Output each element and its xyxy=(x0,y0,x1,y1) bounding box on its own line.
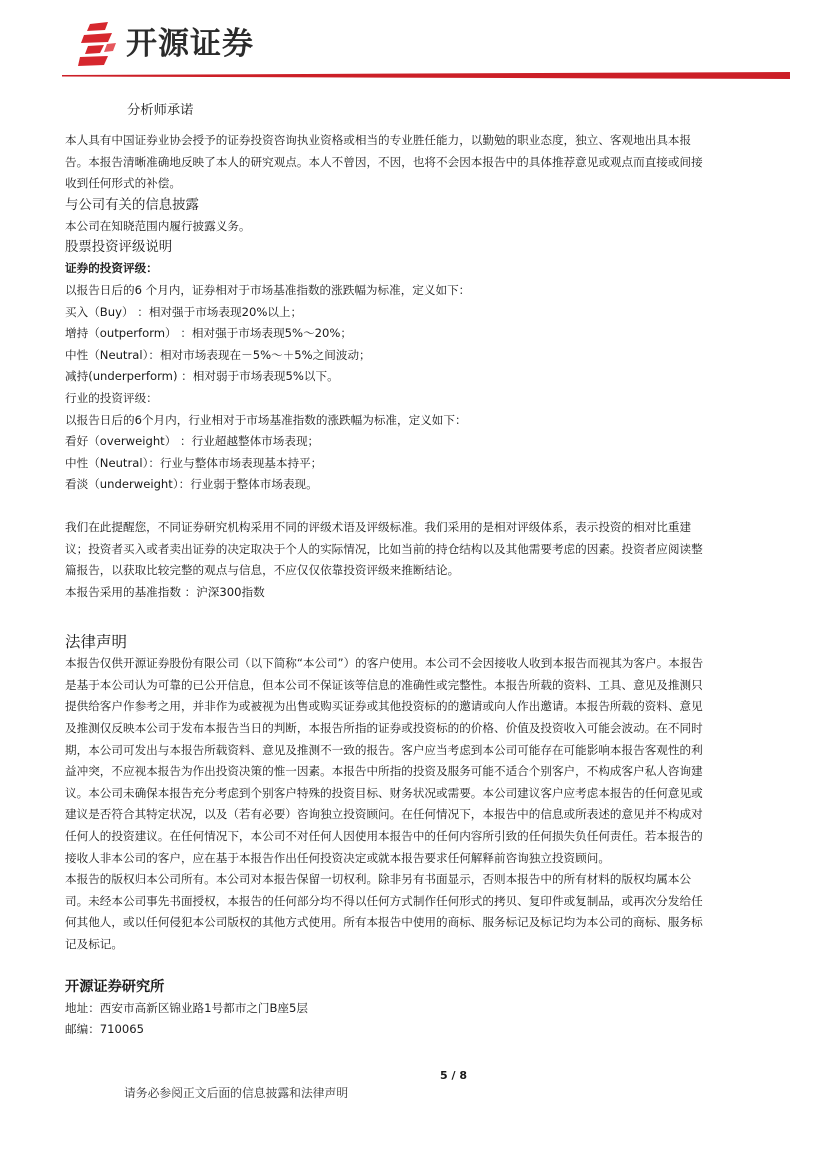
kaiyuan-logo-icon xyxy=(78,22,118,66)
copyright-paragraph: 本报告的版权归本公司所有。本公司对本报告保留一切权利。除非另有书面显示，否则本报告中的所有材料的版权均属本公司。未经本公司事先书面授权，本报告的任何部分均不得以任何方式制作任何形式的拷贝、复印件或复制品，或再次分发给任何其他人，或以任何侵犯本公司版权的其他方式使用。所有本报告中使用的商标、服务标记及标记均为本公司的商标、服务标记及标记。 xyxy=(65,872,703,951)
legal-paragraph: 本报告仅供开源证券股份有限公司（以下简称“本公司”）的客户使用。本公司不会因接收人收到本报告而视其为客户。本报告是基于本公司认为可靠的已公开信息，但本公司不保证该等信息的准确性或完整性。本报告所载的资料、工具、意见及推测只提供给客户作参考之用，并非作为或被视为出售或购买证券或其他投资标的的邀请或向人作出邀请。本报告所载的资料、意见及推测仅反映本公司于发布本报告当日的判断，本报告所指的证券或投资标的的价格、价值及投资收入可能会波动。在不同时期，本公司可发出与本报告所载资料、意见及推测不一致的报告。客户应当考虑到本公司可能存在可能影响本报告客观性的利益冲突，不应视本报告为作出投资决策的惟一因素。本报告中所指的投资及服务可能不适合个别客户，不构成客户私人咨询建议。本公司未确保本报告充分考虑到个别客户特殊的投资目标、财务状况或需要。本公司建议客户应考虑本报告的任何意见或建议是否符合其特定状况，以及（若有必要）咨询独立投资顾问。在任何情况下，本报告中的信息或所表述的意见并不构成对任何人的投资建议。在任何情况下，本公司不对任何人因使用本报告中的任何内容所引致的任何损失负任何责任。若本报告的接收人非本公司的客户，应在基于本报告作出任何投资决定或就本报告要求任何解释前咨询独立投资顾问。 xyxy=(65,656,704,865)
industry-rating-item: 看好（overweight） ：行业超越整体市场表现； xyxy=(65,434,320,449)
stock-rating-item: 减持(underperform) ：相对弱于市场表现5%以下。 xyxy=(65,369,339,384)
page-body xyxy=(65,100,705,1041)
page-header xyxy=(0,0,827,82)
institute-postcode: 邮编：710065 xyxy=(65,1022,145,1037)
stock-rating-item: 增持（outperform） ：相对强于市场表现5%～20%； xyxy=(65,326,353,341)
benchmark-line: 本报告采用的基准指数 ：沪深300指数 xyxy=(65,584,265,599)
institute-name: 开源证券研究所 xyxy=(65,978,165,995)
header-rule xyxy=(62,72,790,79)
industry-rating-item: 中性（Neutral）：行业与整体市场表现基本持平； xyxy=(65,455,323,470)
stock-rating-heading: 证券的投资评级： xyxy=(65,261,158,276)
institute-address: 地址：西安市高新区锦业路1号都市之门B座5层 xyxy=(65,1000,308,1015)
analyst-commitment-body: 本人具有中国证券业协会授予的证券投资咨询执业资格或相当的专业胜任能力，以勤勉的职业态度，独立、客观地出具本报告。本报告清晰准确地反映了本人的研究观点。本人不曾因，不因，也将不会因本报告中的具体推荐意见或观点而直接或间接收到任何形式的补偿。 xyxy=(65,133,703,191)
footer-note: 请务必参阅正文后面的信息披露和法律声明 xyxy=(124,1086,349,1100)
disclosure-body: 本公司在知晓范围内履行披露义务。 xyxy=(65,218,251,233)
industry-rating-item: 看淡（underweight）：行业弱于整体市场表现。 xyxy=(65,477,318,492)
brand-name: 开源证券 xyxy=(126,26,254,62)
analyst-commitment-title: 分析师承诺 xyxy=(127,103,194,118)
disclosure-title: 与公司有关的信息披露 xyxy=(65,197,199,213)
rating-note: 我们在此提醒您，不同证券研究机构采用不同的评级术语及评级标准。我们采用的是相对评级体系，表示投资的相对比重建议；投资者买入或者卖出证券的决定取决于个人的实际情况，比如当前的持仓结构以及其他需要考虑的因素。投资者应阅读整篇报告，以获取比较完整的观点与信息，不应仅仅依靠投资评级来推断结论。 xyxy=(65,519,703,578)
industry-rating-intro: 以报告日后的6个月内，行业相对于市场基准指数的涨跌幅为标准，定义如下： xyxy=(65,412,467,427)
industry-rating-heading: 行业的投资评级： xyxy=(65,390,158,405)
stock-rating-item: 买入（Buy） ：相对强于市场表现20%以上； xyxy=(65,304,303,319)
stock-rating-item: 中性（Neutral）：相对市场表现在－5%～＋5%之间波动； xyxy=(65,347,371,362)
stock-rating-intro: 以报告日后的6 个月内，证券相对于市场基准指数的涨跌幅为标准，定义如下： xyxy=(65,282,471,297)
rating-title: 股票投资评级说明 xyxy=(65,240,173,256)
legal-title: 法律声明 xyxy=(65,633,128,652)
page-number: 5 / 8 xyxy=(440,1069,467,1082)
